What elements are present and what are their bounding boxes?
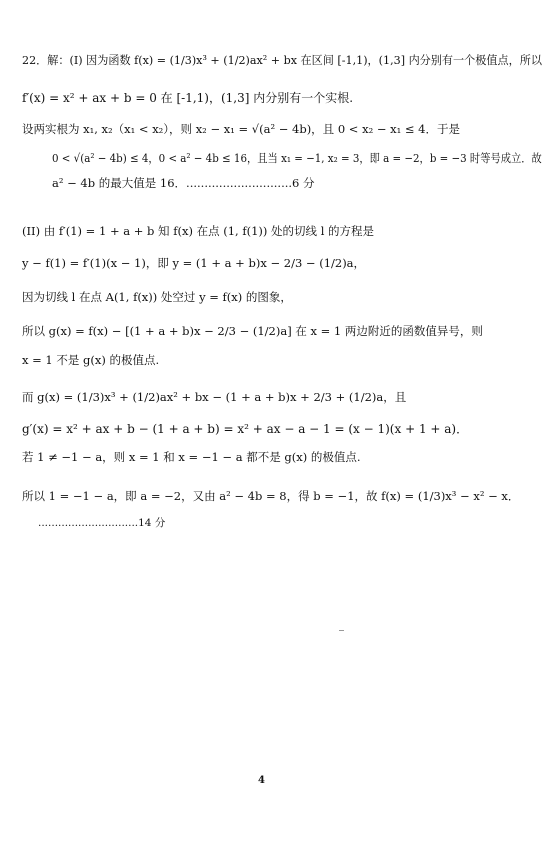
solution-line-10: x = 1 不是 g(x) 的极值点. (22, 353, 160, 367)
solution-line-3: 设两实根为 x₁, x₂（x₁ < x₂），则 x₂ − x₁ = √(a² − 4b)，且 0 < x₂ − x₁ ≤ 4．于是 (22, 122, 460, 136)
solution-text: (I) 因为函数 f(x) = (1/3)x³ + (1/2)ax² + bx 在区间 [-1,1)，(1,3] 内分别有一个极值点，所以 (69, 53, 543, 67)
solution-line-8: 因为切线 l 在点 A(1, f(x)) 处空过 y = f(x) 的图象， (22, 290, 292, 304)
solution-line-11: 而 g(x) = (1/3)x³ + (1/2)ax² + bx − (1 + a + b)x + 2/3 + (1/2)a，且 (22, 390, 407, 404)
solution-line-5: a² − 4b 的最大值是 16．.............................6 分 (52, 176, 315, 190)
solution-line-7: y − f(1) = f′(1)(x − 1)，即 y = (1 + a + b)x − 2/3 − (1/2)a， (22, 256, 366, 270)
solution-line-4: 0 < √(a² − 4b) ≤ 4，0 < a² − 4b ≤ 16，且当 x₁ = −1, x₂ = 3，即 a = −2，b = −3 时等号成立．故 (52, 151, 542, 165)
page-number: 4 (258, 775, 265, 786)
solution-line-12: g′(x) = x² + ax + b − (1 + a + b) = x² + ax − a − 1 = (x − 1)(x + 1 + a)． (22, 422, 469, 436)
solution-line-14: 所以 1 = −1 − a，即 a = −2，又由 a² − 4b = 8，得 b = −1，故 f(x) = (1/3)x³ − x² − x． (22, 489, 520, 503)
solution-line-13: 若 1 ≠ −1 − a，则 x = 1 和 x = −1 − a 都不是 g(x) 的极值点. (22, 450, 361, 464)
solution-line-6: (II) 由 f′(1) = 1 + a + b 知 f(x) 在点 (1, f(1)) 处的切线 l 的方程是 (22, 224, 375, 238)
solution-line-15: ..............................14 分 (38, 517, 166, 529)
solution-line-2: f′(x) = x² + ax + b = 0 在 [-1,1)，(1,3] 内分别有一个实根. (22, 91, 354, 105)
scan-speck (339, 630, 344, 631)
solution-line-9: 所以 g(x) = f(x) − [(1 + a + b)x − 2/3 − (1/2)a] 在 x = 1 两边附近的函数值异号，则 (22, 324, 483, 338)
problem-number: 22．解： (22, 53, 70, 67)
solution-line-1 (22, 55, 542, 67)
